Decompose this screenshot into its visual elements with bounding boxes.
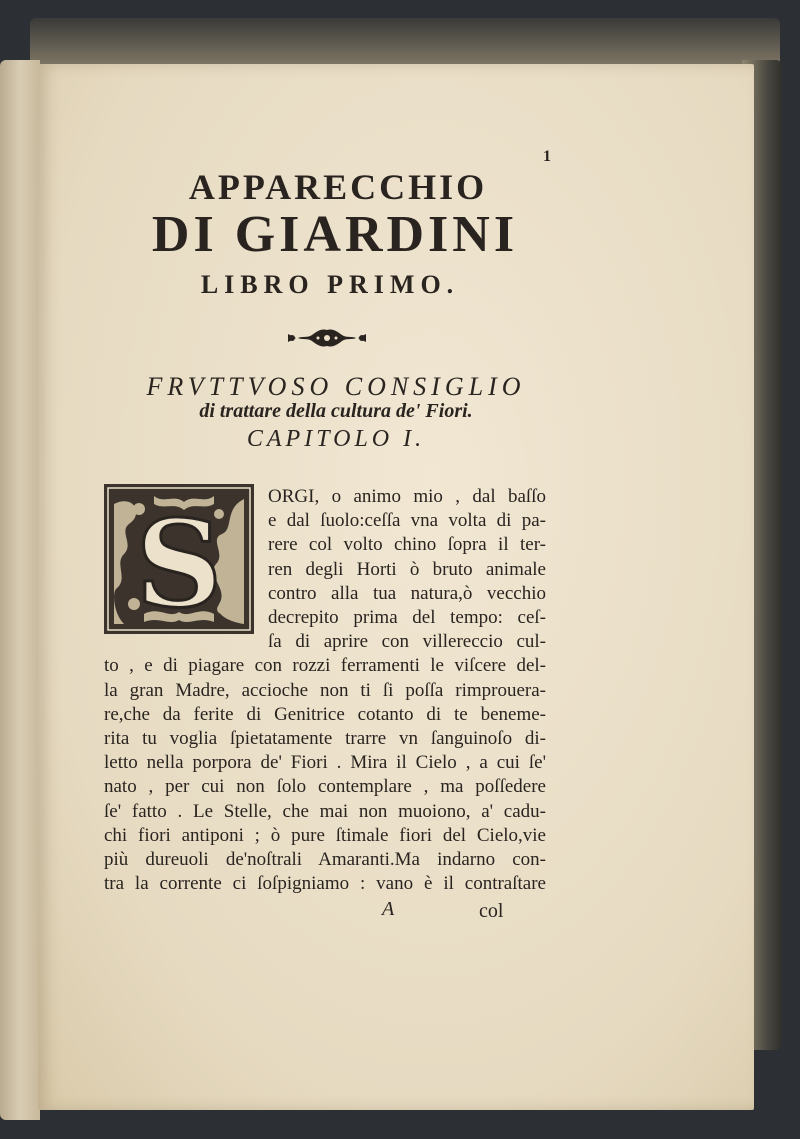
body-text-line: re,che da ferite di Genitrice cotanto di te beneme- <box>104 703 546 725</box>
body-text-line: contro alla tua natura,ò vecchio <box>268 582 546 604</box>
catchword: col <box>479 900 504 922</box>
body-text-line: letto nella porpora de' Fiori . Mira il Cielo , a cui ſe' <box>104 752 546 774</box>
body-text-line: chi fiori antiponi ; ò pure ſtimale fiori del Cielo,vie <box>104 824 546 846</box>
body-text-line: e dal ſuolo:ceſſa vna volta di pa- <box>268 510 546 532</box>
body-text-line: ORGI, o animo mio , dal baſſo <box>268 486 546 507</box>
body-text-line: decrepito prima del tempo: ceſ- <box>268 607 546 628</box>
page-number: 1 <box>543 148 551 165</box>
body-text-line: tra la corrente ci ſoſpigniamo : vano è il contraſtare <box>104 873 546 895</box>
body-text-line: to , e di piagare con rozzi ferramenti le viſcere del- <box>104 655 546 677</box>
decorated-initial-s-icon <box>104 484 254 634</box>
body-text-line: rita tu voglia ſpietatamente trarre vn ſanguinoſo di- <box>104 728 546 749</box>
chapter-subtitle: di trattare della cultura de' Fiori. <box>199 400 473 422</box>
body-text-line: ſe' fatto . Le Stelle, che mai non muoiono, a' cadu- <box>104 800 546 822</box>
body-text-line: la gran Madre, accioche non ti ſi poſſa rimprouera- <box>104 679 546 701</box>
body-text-line: ren degli Horti ò bruto animale <box>268 558 546 580</box>
book-title-line-2: DI GIARDINI <box>151 206 519 263</box>
body-text-line: più dureuoli de'noſtrali Amaranti.Ma indarno con- <box>104 849 546 870</box>
drop-cap-letter: S <box>135 494 223 634</box>
chapter-title: FRVTTVOSO CONSIGLIO <box>146 372 526 401</box>
fleuron-ornament-icon <box>286 326 368 350</box>
chapter-number: CAPITOLO I. <box>246 426 426 452</box>
signature-mark: A <box>382 898 395 920</box>
left-page-edge <box>0 60 40 1120</box>
body-text-line: ſa di aprire con villereccio cul- <box>268 631 546 653</box>
book-section-title: LIBRO PRIMO. <box>200 270 460 299</box>
body-text-line: nato , per cui non ſolo contemplare , ma poſſedere <box>104 776 546 798</box>
body-text-line: rere col volto chino ſopra il ter- <box>268 534 546 556</box>
book-title-line-1: APPARECCHIO <box>188 167 488 207</box>
